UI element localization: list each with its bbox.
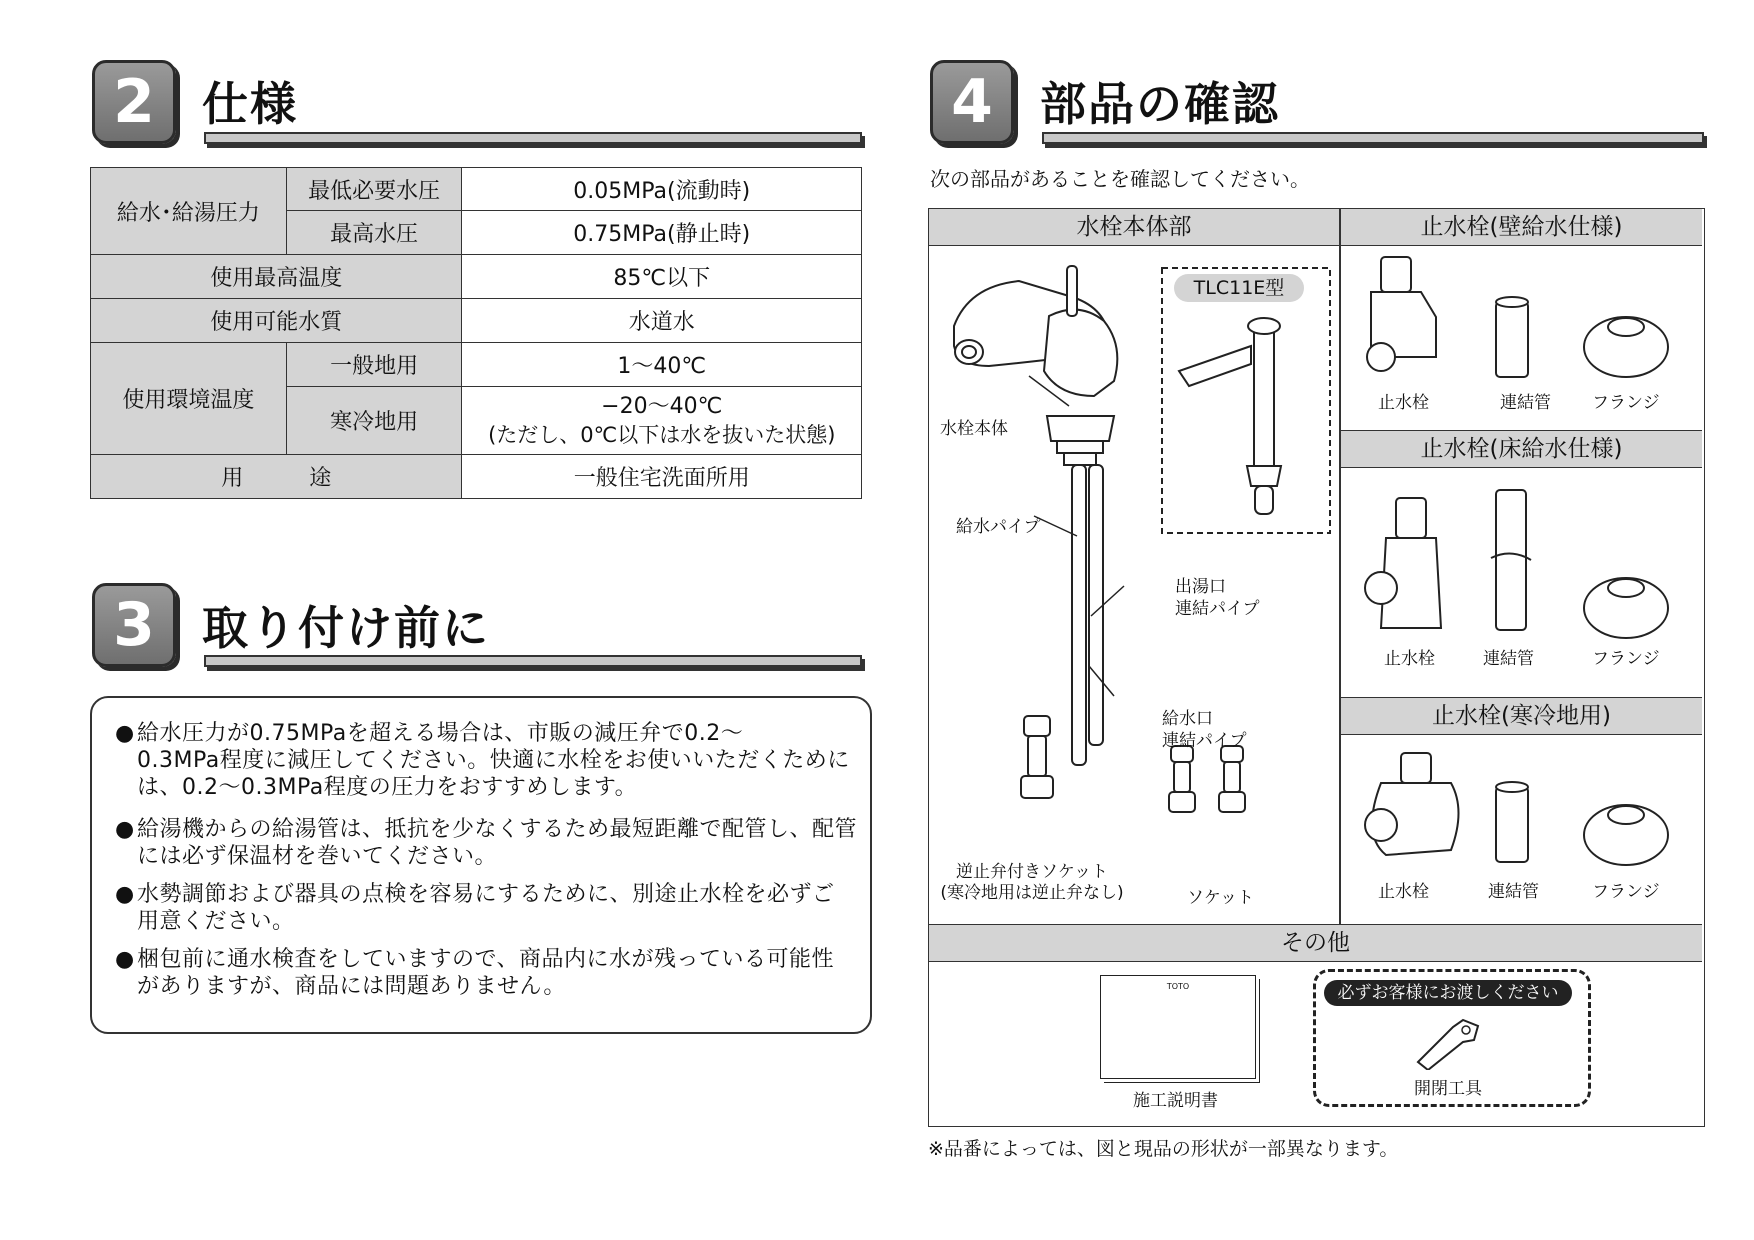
cold-value-line-2: (ただし、0℃以下は水を抜いた状態)	[488, 422, 836, 447]
bullet-icon: ●	[115, 947, 135, 972]
cell-cold-label: 寒冷地用	[286, 387, 462, 455]
bullet-icon: ●	[115, 882, 135, 907]
note-line: には必ず保温材を巻いてください。	[137, 844, 498, 869]
label-check-socket	[937, 862, 1127, 904]
note-line: 梱包前に通水検査をしていますので、商品内に水が残っている可能性	[137, 947, 835, 972]
section-rule	[204, 655, 862, 667]
section-rule	[1042, 132, 1704, 144]
label-cold-inlet	[1162, 708, 1247, 752]
header-cold-valve: 止水栓(寒冷地用)	[1341, 697, 1702, 735]
label-socket: ソケット	[1187, 888, 1254, 908]
wall-valve-illustration	[1341, 247, 1702, 387]
label-faucet-body: 水栓本体	[940, 419, 1008, 439]
spec-table	[90, 167, 862, 499]
label-supply-pipe: 給水パイプ	[956, 517, 1041, 537]
header-faucet: 水栓本体部	[929, 209, 1339, 246]
header-floor-valve: 止水栓(床給水仕様)	[1341, 430, 1702, 468]
cell-general-value: 1～40℃	[462, 343, 862, 387]
label-connect-pipe: 連結管	[1483, 649, 1534, 669]
faucet-illustration	[929, 246, 1339, 924]
manual-illustration	[1100, 975, 1256, 1079]
cell-cold-value	[462, 387, 862, 455]
note-item	[115, 946, 857, 1000]
cell-use-label: 用 途	[91, 455, 462, 499]
label-flange: フランジ	[1592, 882, 1660, 902]
cell-env-temp-label: 使用環境温度	[91, 343, 287, 455]
notes-box	[90, 696, 872, 1034]
section-number-badge: 2	[92, 60, 176, 144]
label-connect-pipe: 連結管	[1500, 393, 1551, 413]
cell-max-temp-value: 85℃以下	[462, 255, 862, 299]
note-item	[115, 816, 858, 870]
cell-use-value: 一般住宅洗面所用	[462, 455, 862, 499]
note-line: 給湯機からの給湯管は、抵抗を少なくするため最短距離で配管し、配管	[137, 817, 858, 842]
label-line: (寒冷地用は逆止弁なし)	[940, 883, 1124, 903]
bullet-icon: ●	[115, 817, 135, 842]
manual-brand: TOTO	[1166, 982, 1190, 991]
section-title-parts: 部品の確認	[1040, 77, 1280, 131]
section-number-badge: 4	[930, 60, 1014, 144]
label-flange: フランジ	[1592, 393, 1660, 413]
label-stop-valve: 止水栓	[1378, 882, 1429, 902]
cell-water-quality-label: 使用可能水質	[91, 299, 462, 343]
label-connect-pipe: 連結管	[1488, 882, 1539, 902]
model-tag: TLC11E型	[1174, 274, 1304, 302]
label-line: 給水口	[1162, 709, 1213, 729]
cell-min-pressure-value: 0.05MPa(流動時)	[462, 168, 862, 211]
floor-valve-illustration	[1341, 468, 1702, 643]
cell-max-temp-label: 使用最高温度	[91, 255, 462, 299]
label-flange: フランジ	[1592, 649, 1660, 669]
cell-max-pressure-value: 0.75MPa(静止時)	[462, 211, 862, 255]
header-other: その他	[929, 924, 1702, 962]
section-title-prep: 取り付け前に	[202, 601, 490, 655]
header-wall-valve: 止水栓(壁給水仕様)	[1341, 209, 1702, 246]
note-item	[115, 720, 857, 801]
note-line: がありますが、商品には問題ありません。	[137, 974, 566, 999]
label-line: 連結パイプ	[1175, 599, 1260, 619]
cell-supply-pressure: 給水･給湯圧力	[91, 168, 287, 255]
label-tool: 開閉工具	[1414, 1079, 1482, 1099]
cell-general-label: 一般地用	[286, 343, 462, 387]
label-manual: 施工説明書	[1133, 1091, 1218, 1111]
bullet-icon: ●	[115, 721, 135, 746]
label-stop-valve: 止水栓	[1384, 649, 1435, 669]
note-line: 水勢調節および器具の点検を容易にするために、別途止水栓を必ずご	[137, 882, 835, 907]
tool-icon	[1408, 1012, 1488, 1070]
label-hot-outlet	[1175, 576, 1260, 620]
note-item	[115, 881, 857, 935]
section-number-badge: 3	[92, 583, 176, 667]
cold-value-line-1: −20～40℃	[601, 393, 723, 419]
section-title-spec: 仕様	[202, 77, 298, 131]
handover-tag: 必ずお客様にお渡しください	[1324, 980, 1572, 1006]
cell-min-pressure-label: 最低必要水圧	[286, 168, 462, 211]
parts-intro: 次の部品があることを確認してください。	[930, 167, 1310, 191]
note-line: 給水圧力が0.75MPaを超える場合は、市販の減圧弁で0.2～	[137, 721, 744, 746]
note-line: 0.3MPa程度に減圧してください。快適に水栓をお使いいただくために	[137, 748, 850, 773]
note-line: は、0.2～0.3MPa程度の圧力をおすすめします。	[137, 775, 638, 800]
section-rule	[204, 132, 862, 144]
label-line: 出湯口	[1175, 577, 1226, 597]
cold-valve-illustration	[1341, 735, 1702, 875]
cell-max-pressure-label: 最高水圧	[286, 211, 462, 255]
cell-water-quality-value: 水道水	[462, 299, 862, 343]
note-line: 用意ください。	[137, 909, 295, 934]
label-line: 逆止弁付きソケット	[956, 862, 1108, 882]
label-line: 連結パイプ	[1162, 731, 1247, 751]
label-stop-valve: 止水栓	[1378, 393, 1429, 413]
footnote: ※品番によっては、図と現品の形状が一部異なります。	[928, 1138, 1399, 1160]
